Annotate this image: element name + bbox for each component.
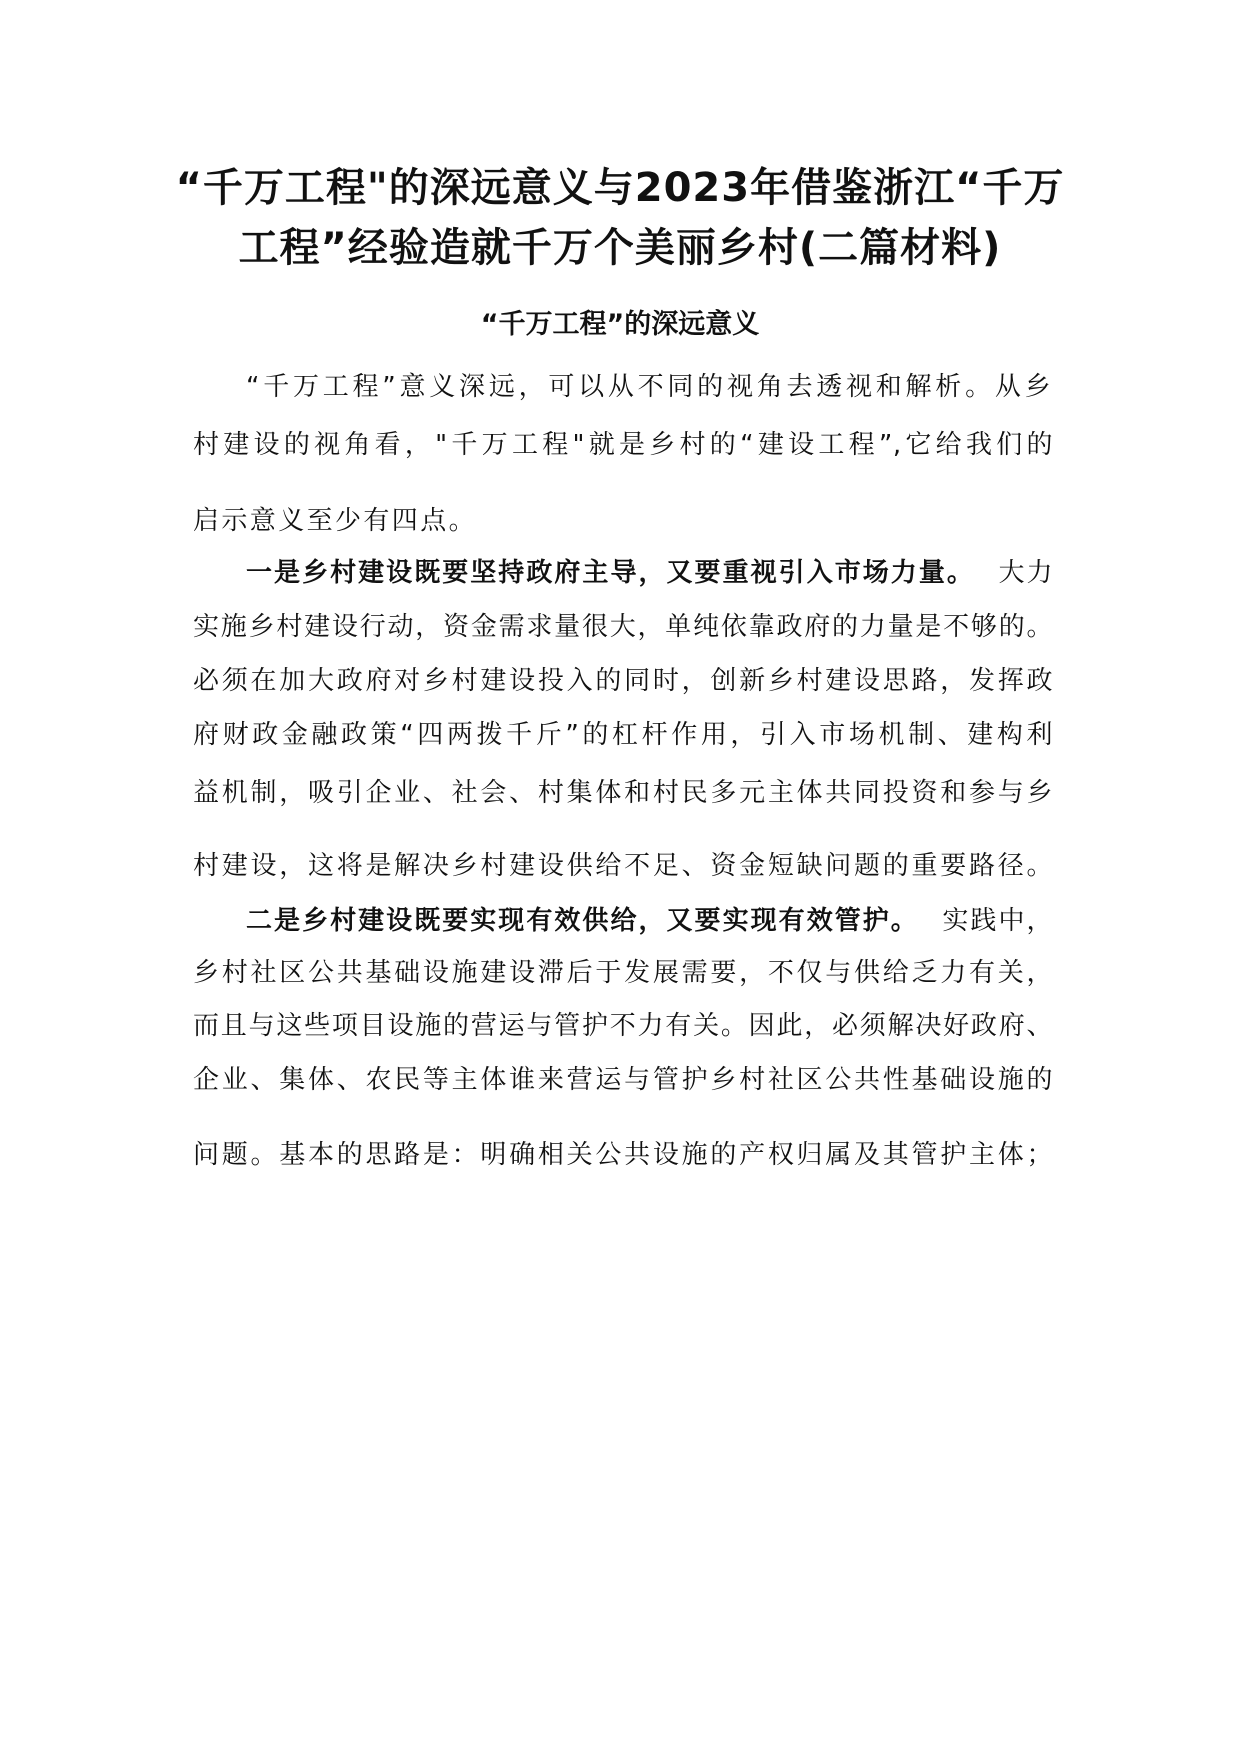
- document-title-line-2: 工程”经验造就千万个美丽乡村(二篇材料): [238, 225, 1002, 271]
- paragraph-2-lead-tail: 大力: [996, 558, 1053, 588]
- paragraph-3-lead-tail: 实践中，: [940, 906, 1053, 936]
- paragraph-2-line-2: 必须在加大政府对乡村建设投入的同时，创新乡村建设思路，发挥政: [193, 666, 1053, 696]
- paragraph-2-lead: 一是乡村建设既要坚持政府主导，又要重视引入市场力量。: [246, 558, 975, 588]
- paragraph-2-lead-line: [246, 552, 1053, 589]
- paragraph-3-lead-line: [246, 900, 1053, 937]
- paragraph-2-line-3: 府财政金融政策“四两拨千斤”的杠杆作用，引入市场机制、建构利: [193, 720, 1053, 750]
- paragraph-3-line-4: 问题。基本的思路是：明确相关公共设施的产权归属及其管护主体；: [193, 1140, 1053, 1170]
- paragraph-3-lead: 二是乡村建设既要实现有效供给，又要实现有效管护。: [246, 906, 919, 936]
- paragraph-3-line-3: 企业、集体、农民等主体谁来营运与管护乡村社区公共性基础设施的: [193, 1065, 1053, 1095]
- paragraph-3-line-1: 乡村社区公共基础设施建设滞后于发展需要，不仅与供给乏力有关，: [193, 958, 1053, 988]
- document-title-line-1: “千万工程"的深远意义与2023年借鉴浙江“千万: [175, 165, 1065, 211]
- paragraph-2-line-5: 村建设，这将是解决乡村建设供给不足、资金短缺问题的重要路径。: [193, 851, 1053, 881]
- paragraph-1-line-2: 村建设的视角看，"千万工程"就是乡村的“建设工程”,它给我们的: [193, 430, 1053, 460]
- paragraph-2-line-4: 益机制，吸引企业、社会、村集体和村民多元主体共同投资和参与乡: [193, 778, 1053, 808]
- section-heading: “千万工程”的深远意义: [480, 309, 760, 340]
- paragraph-1-line-1: “千万工程”意义深远，可以从不同的视角去透视和解析。从乡: [246, 372, 1053, 402]
- paragraph-1-line-3: 启示意义至少有四点。: [193, 506, 478, 536]
- paragraph-2-line-1: 实施乡村建设行动，资金需求量很大，单纯依靠政府的力量是不够的。: [193, 612, 1053, 642]
- paragraph-3-line-2: 而且与这些项目设施的营运与管护不力有关。因此，必须解决好政府、: [193, 1011, 1053, 1041]
